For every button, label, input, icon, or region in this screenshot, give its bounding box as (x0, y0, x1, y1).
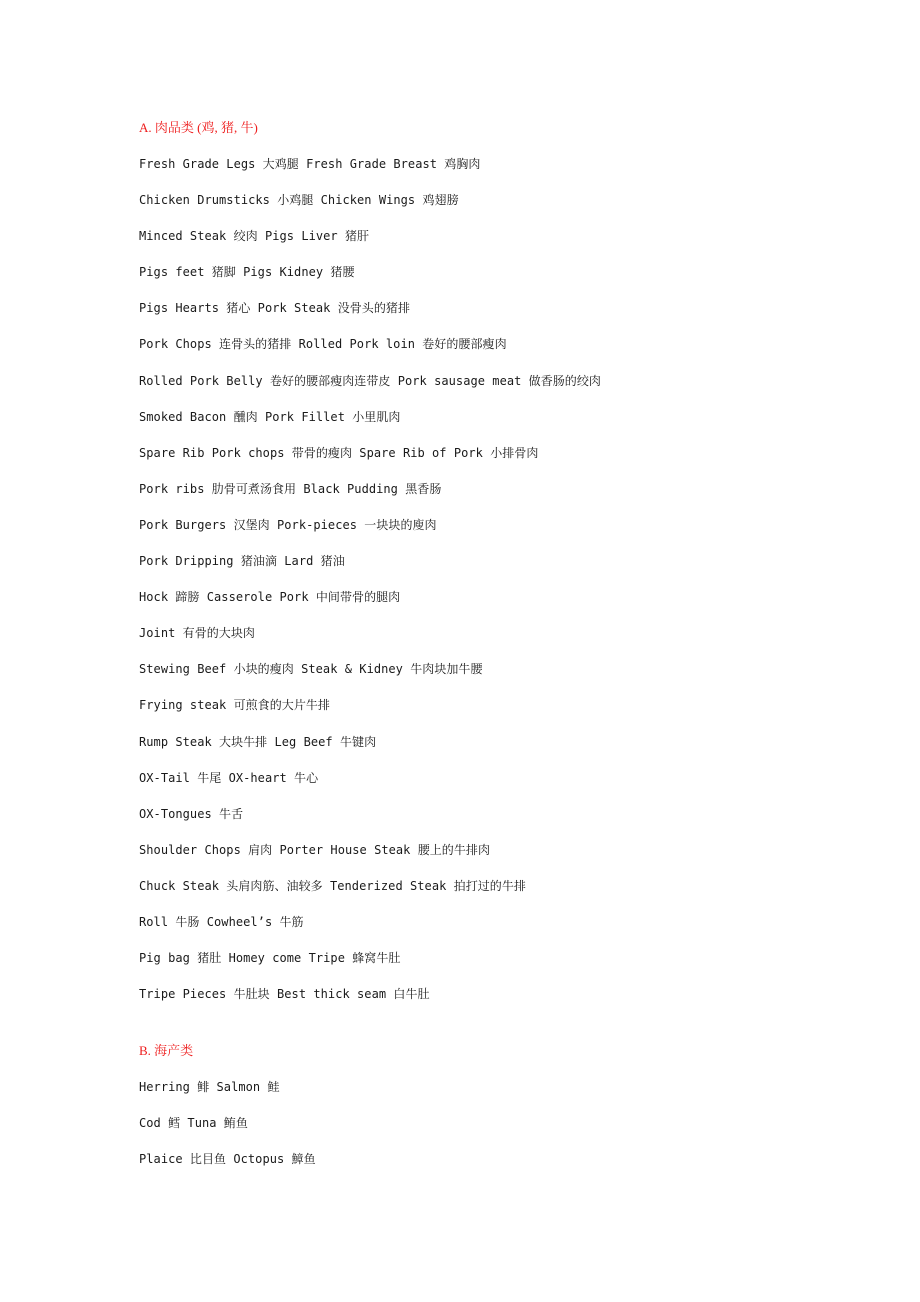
list-item: Pork Dripping 猪油滴 Lard 猪油 (139, 554, 345, 569)
section-heading-meat: A. 肉品类 (鸡, 猪, 牛) (139, 120, 258, 135)
list-item: Fresh Grade Legs 大鸡腿 Fresh Grade Breast 鸡胸肉 (139, 157, 481, 171)
list-item: Frying steak 可煎食的大片牛排 (139, 698, 330, 713)
list-item: OX-Tail 牛尾 OX-heart 牛心 (139, 770, 319, 785)
list-item: Stewing Beef 小块的瘦肉 Steak & Kidney 牛肉块加牛腰 (139, 662, 483, 677)
list-item: Plaice 比目鱼 Octopus 鱆鱼 (139, 1152, 316, 1167)
list-item: Smoked Bacon 醺肉 Pork Fillet 小里肌肉 (139, 409, 401, 424)
list-item: Joint 有骨的大块肉 (139, 626, 255, 641)
list-item: Chicken Drumsticks 小鸡腿 Chicken Wings 鸡翅膀 (139, 193, 459, 208)
list-item: Tripe Pieces 牛肚块 Best thick seam 白牛肚 (139, 987, 430, 1002)
list-item: Spare Rib Pork chops 带骨的瘦肉 Spare Rib of Pork 小排骨肉 (139, 445, 539, 460)
list-item: Roll 牛肠 Cowheel’s 牛筋 (139, 914, 304, 929)
document-page (139, 117, 879, 1184)
list-item: Pig bag 猪肚 Homey come Tripe 蜂窝牛肚 (139, 951, 401, 966)
list-item: Pigs feet 猪脚 Pigs Kidney 猪腰 (139, 265, 355, 280)
list-item: Hock 蹄膀 Casserole Pork 中间带骨的腿肉 (139, 590, 401, 605)
section-meat (139, 117, 879, 1005)
list-item: Rolled Pork Belly 卷好的腰部瘦肉连带皮 Pork sausage meat 做香肠的绞肉 (139, 373, 601, 388)
list-item: Chuck Steak 头肩肉筋、油较多 Tenderized Steak 拍打过的牛排 (139, 878, 526, 893)
section-seafood (139, 1040, 879, 1170)
list-item: Shoulder Chops 肩肉 Porter House Steak 腰上的牛排肉 (139, 842, 491, 857)
list-item: Pigs Hearts 猪心 Pork Steak 没骨头的猪排 (139, 301, 410, 316)
list-item: Herring 鲱 Salmon 鲑 (139, 1080, 280, 1095)
list-item: Minced Steak 绞肉 Pigs Liver 猪肝 (139, 229, 370, 244)
list-item: Cod 鳕 Tuna 鲔鱼 (139, 1116, 248, 1131)
list-item: Pork Chops 连骨头的猪排 Rolled Pork loin 卷好的腰部瘦肉 (139, 337, 507, 352)
list-item: OX-Tongues 牛舌 (139, 806, 244, 821)
section-heading-seafood: B. 海产类 (139, 1043, 194, 1059)
list-item: Rump Steak 大块牛排 Leg Beef 牛键肉 (139, 734, 377, 749)
list-item: Pork Burgers 汉堡肉 Pork-pieces 一块块的廋肉 (139, 517, 437, 532)
list-item: Pork ribs 肋骨可煮汤食用 Black Pudding 黑香肠 (139, 481, 442, 496)
